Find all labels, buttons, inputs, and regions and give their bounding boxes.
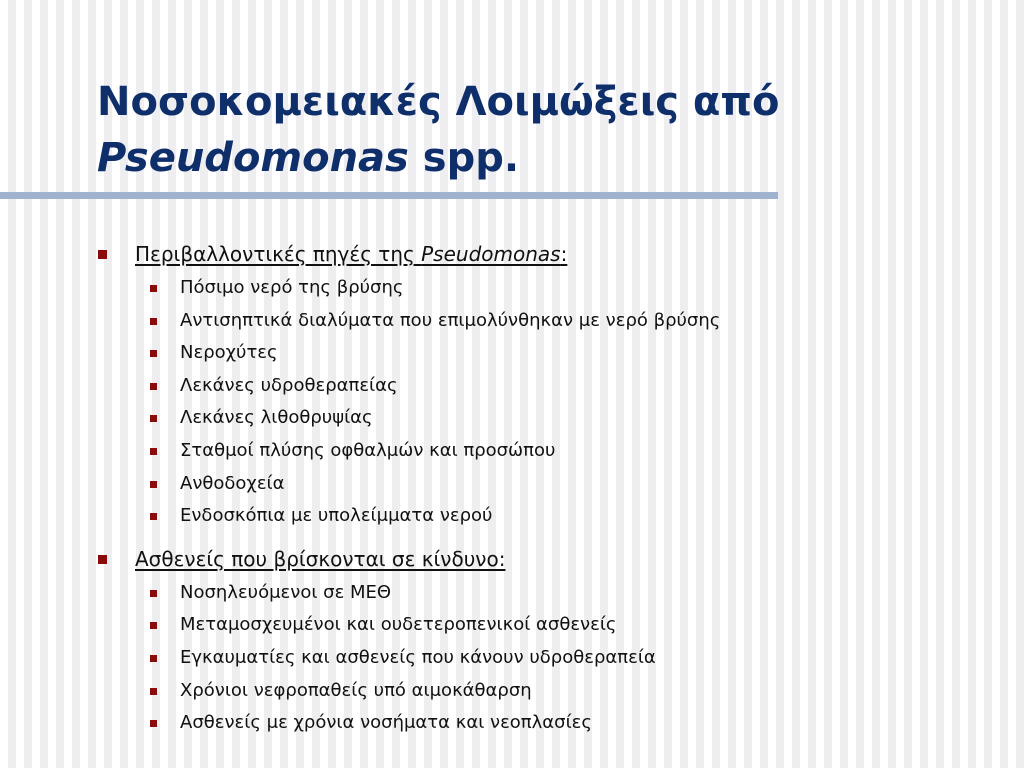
heading-text-post: : [560, 242, 568, 266]
square-bullet-icon [150, 285, 157, 292]
list-item-text: Λεκάνες λιθοθρυψίας [180, 407, 373, 429]
list-item-text: Νοσηλευόμενοι σε ΜΕΘ [180, 581, 392, 603]
list-item-text: Ενδοσκόπια με υπολείμματα νερού [180, 505, 493, 527]
list-item [97, 642, 977, 675]
title-line-1: Νοσοκομειακές Λοιμώξεις από [97, 79, 780, 125]
square-bullet-icon [150, 590, 157, 597]
list-item-text: Πόσιμο νερό της βρύσης [180, 277, 404, 298]
list-item [97, 577, 977, 610]
heading-text-pre: Περιβαλλοντικές πηγές της [135, 242, 422, 266]
title-genus: Pseudomonas [97, 135, 409, 181]
section-heading-risk-patients [97, 541, 977, 577]
list-item [97, 272, 977, 305]
list-item [97, 402, 977, 435]
square-bullet-icon [150, 622, 157, 629]
list-item-text: Λεκάνες υδροθεραπείας [180, 374, 398, 396]
square-bullet-icon [150, 448, 157, 455]
square-bullet-icon [98, 250, 107, 259]
heading-text-italic: Pseudomonas [421, 242, 561, 266]
square-bullet-icon [150, 720, 157, 727]
list-item-text: Μεταμοσχευμένοι και ουδετεροπενικοί ασθενείς [180, 614, 617, 636]
heading-text-pre: Ασθενείς που βρίσκονται σε κίνδυνο: [135, 546, 506, 571]
list-item-text: Ανθοδοχεία [180, 472, 285, 494]
square-bullet-icon [150, 513, 157, 520]
list-item-text: Εγκαυματίες και ασθενείς που κάνουν υδροθεραπεία [180, 646, 656, 668]
list-item-text: Αντισηπτικά διαλύματα που επιμολύνθηκαν με νερό βρύσης [180, 309, 721, 331]
section-heading-text [135, 541, 505, 577]
list-item [97, 468, 977, 501]
square-bullet-icon [150, 688, 157, 695]
title-underline-rule [0, 192, 778, 199]
square-bullet-icon [150, 318, 157, 325]
list-item [97, 435, 977, 468]
list-item-text: Σταθμοί πλύσης οφθαλμών και προσώπου [180, 439, 556, 461]
list-item [97, 305, 977, 338]
square-bullet-icon [150, 481, 157, 488]
list-item [97, 337, 977, 370]
section-heading-text [135, 236, 567, 272]
list-item-text: Ασθενείς με χρόνια νοσήματα και νεοπλασίες [180, 712, 592, 734]
section-heading-sources [97, 236, 977, 272]
bullet-content [97, 236, 977, 740]
title-suffix: spp. [408, 135, 520, 181]
list-item [97, 370, 977, 403]
list-item-text: Χρόνιοι νεφροπαθείς υπό αιμοκάθαρση [180, 679, 532, 701]
square-bullet-icon [150, 383, 157, 390]
list-item [97, 675, 977, 708]
square-bullet-icon [150, 415, 157, 422]
slide-title [97, 74, 780, 186]
list-item-text: Νεροχύτες [180, 342, 278, 364]
title-line-2 [97, 130, 780, 186]
square-bullet-icon [98, 555, 107, 564]
list-item [97, 500, 977, 533]
list-item [97, 707, 977, 740]
list-item [97, 609, 977, 642]
square-bullet-icon [150, 350, 157, 357]
square-bullet-icon [150, 655, 157, 662]
